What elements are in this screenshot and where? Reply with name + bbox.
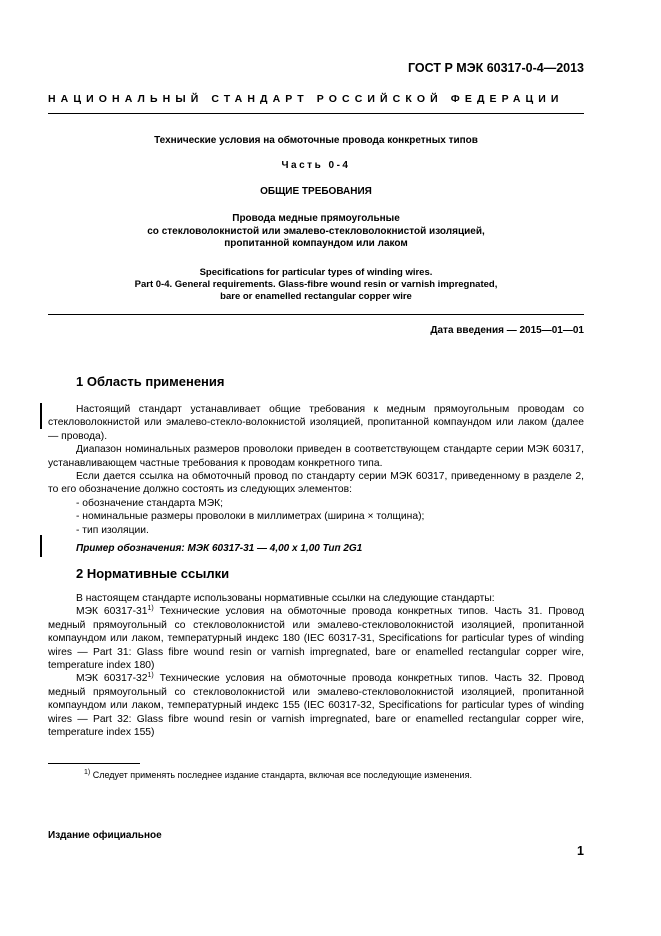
header-rule: [48, 113, 584, 114]
designation-example: Пример обозначения: МЭК 60317-31 — 4,00 х 1,00 Тип 2G1: [76, 543, 363, 554]
reference-text: Технические условия на обмоточные провода конкретных типов. Часть 32. Провод медный прямоугольный со стекловолокнистой или эмалево-стекловолокнистой изоляцией, пропитанной компаундом или лаком, температурный индекс 155 (IEC 60317-32, Specifications for particular types of winding wires — Part 32: Glass fibre wound resin or varnish impregnated, bare or enamelled rectangular copper wire, temperature index 155): [48, 673, 584, 739]
russian-title-line: пропитанной компаундом или лаком: [224, 238, 408, 249]
footnote-mark[interactable]: 1): [147, 605, 154, 613]
english-title-line: Part 0-4. General requirements. Glass-fibre wound resin or varnish impregnated,: [134, 279, 498, 290]
introduction-date: Дата введения — 2015—01—01: [430, 325, 584, 336]
reference-1: [48, 605, 584, 672]
footnote-rule: [48, 763, 140, 764]
section-1-heading: 1 Область применения: [76, 374, 225, 389]
paragraph: В настоящем стандарте использованы нормативные ссылки на следующие стандарты:: [76, 593, 495, 604]
list-item: - обозначение стандарта МЭК;: [76, 497, 223, 509]
paragraph: Если дается ссылка на обмоточный провод по стандарту серии МЭК 60317, приведенному в разделе 2, то его обозначение должно состоять из следующих элементов:: [48, 471, 584, 496]
national-standard-banner: НАЦИОНАЛЬНЫЙ СТАНДАРТ РОССИЙСКОЙ ФЕДЕРАЦИИ: [48, 93, 564, 105]
official-edition-label: Издание официальное: [48, 830, 162, 841]
reference-text: Технические условия на обмоточные провода конкретных типов. Часть 31. Провод медный прямоугольный со стекловолокнистой или эмалево-стекловолокнистой изоляцией, пропитанной компаундом или лаком, температурный индекс 180 (IEC 60317-31, Specifications for particular types of winding wires — Part 31: Glass fibre wound resin or varnish impregnated, bare or enamelled rectangular copper wire, temperature index 180): [48, 606, 584, 672]
change-marker: [40, 403, 42, 429]
english-title-line: bare or enamelled rectangular copper wire: [220, 291, 412, 302]
footnote-mark: 1): [84, 769, 91, 776]
reference-2: [48, 672, 584, 739]
part-title: Часть 0-4: [281, 160, 351, 171]
paragraph: Настоящий стандарт устанавливает общие требования к медным прямоугольным проводам со стекловолокнистой или эмалево-стекло-волокнистой изоляцией, пропитанной компаундом или лаком (далее — провода).: [48, 404, 584, 442]
change-marker: [40, 535, 42, 557]
section-2-heading: 2 Нормативные ссылки: [76, 566, 230, 581]
english-title-line: Specifications for particular types of winding wires.: [199, 267, 433, 278]
designation-list: [48, 497, 584, 537]
list-item: - номинальные размеры проволоки в миллиметрах (ширина × толщина);: [76, 511, 425, 523]
russian-title-line: со стекловолокнистой или эмалево-стекловолокнистой изоляцией,: [147, 225, 485, 237]
paragraph: Диапазон номинальных размеров проволоки приведен в соответствующем стандарте серии МЭК 60317, устанавливающем частные требования к проводам конкретного типа.: [48, 444, 584, 469]
document-code: ГОСТ Р МЭК 60317-0-4—2013: [408, 61, 584, 75]
russian-title-block: [48, 213, 584, 251]
title-rule: [48, 314, 584, 315]
list-item: - тип изоляции.: [76, 524, 149, 536]
russian-title-line: Провода медные прямоугольные: [232, 213, 400, 224]
series-title: Технические условия на обмоточные провода конкретных типов: [154, 135, 478, 146]
page-number: 1: [577, 844, 584, 858]
reference-code: МЭК 60317-31: [76, 606, 148, 618]
section-2-body: [48, 592, 584, 739]
footnote: [84, 770, 472, 780]
reference-code: МЭК 60317-32: [76, 673, 148, 685]
english-title-block: [48, 267, 584, 303]
section-1-body: [48, 403, 584, 537]
footnote-text: Следует применять последнее издание стандарта, включая все последующие изменения.: [90, 770, 472, 780]
general-title: ОБЩИЕ ТРЕБОВАНИЯ: [260, 186, 372, 197]
footnote-mark[interactable]: 1): [147, 672, 154, 680]
